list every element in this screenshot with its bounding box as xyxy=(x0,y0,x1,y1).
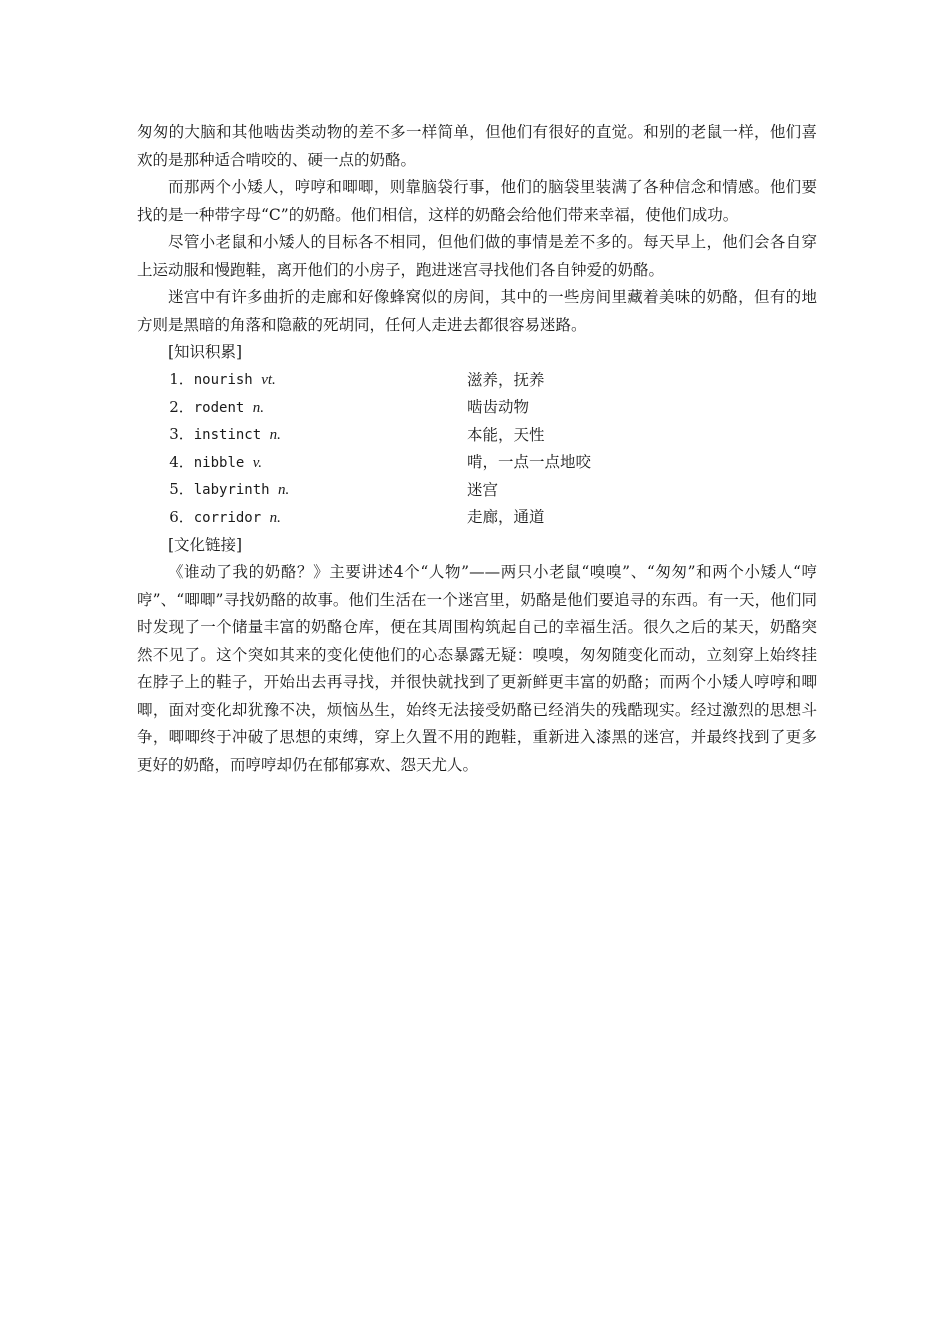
vocab-pos: n. xyxy=(269,509,281,526)
vocab-item xyxy=(137,477,817,505)
vocab-item xyxy=(137,394,817,422)
paragraph-continued: 匆匆的大脑和其他啮齿类动物的差不多一样简单，但他们有很好的直觉。和别的老鼠一样，他们喜欢的是那种适合啃咬的、硬一点的奶酪。 xyxy=(137,123,817,169)
vocab-number: 6． xyxy=(169,507,194,526)
vocab-number: 1． xyxy=(169,370,194,388)
vocab-word: labyrinth xyxy=(193,482,270,498)
vocab-meaning: 本能，天性 xyxy=(467,425,545,444)
vocab-pos: vt. xyxy=(261,372,276,388)
vocab-word: corridor xyxy=(193,509,262,526)
paragraph-culture-summary: 《谁动了我的奶酪？》主要讲述4个“人物”——两只小老鼠“嗅嗅”、“匆匆”和两个小矮人“哼哼”、“唧唧”寻找奶酪的故事。他们生活在一个迷宫里，奶酪是他们要追寻的东西。有一天，他们同时发现了一个储量丰富的奶酪仓库，便在其周围构筑起自己的幸福生活。很久之后的某天，奶酪突然不见了。这个突如其来的变化使他们的心态暴露无疑：嗅嗅，匆匆随变化而动，立刻穿上始终挂在脖子上的鞋子，开始出去再寻找，并很快就找到了更新鲜更丰富的奶酪；而两个小矮人哼哼和唧唧，面对变化却犹豫不决，烦恼丛生，始终无法接受奶酪已经消失的残酷现实。经过激烈的思想斗争，唧唧终于冲破了思想的束缚，穿上久置不用的跑鞋，重新进入漆黑的迷宫，并最终找到了更多更好的奶酪，而哼哼却仍在郁郁寡欢、怨天尤人。 xyxy=(137,563,817,774)
vocab-item xyxy=(137,422,817,450)
paragraph-daily-routine: 尽管小老鼠和小矮人的目标各不相同，但他们做的事情是差不多的。每天早上，他们会各自穿上运动服和慢跑鞋，离开他们的小房子，跑进迷宫寻找他们各自钟爱的奶酪。 xyxy=(137,233,817,279)
vocab-word: nibble xyxy=(193,454,245,471)
vocab-meaning: 走廊，通道 xyxy=(467,508,545,526)
paragraph-dwarfs: 而那两个小矮人，哼哼和唧唧，则靠脑袋行事，他们的脑袋里装满了各种信念和情感。他们要找的是一种带字母“C”的奶酪。他们相信，这样的奶酪会给他们带来幸福，使他们成功。 xyxy=(137,178,817,224)
vocab-list xyxy=(137,367,817,532)
vocab-item xyxy=(137,367,817,395)
vocab-pos: n. xyxy=(269,427,281,443)
vocab-term xyxy=(137,366,467,395)
vocab-item xyxy=(137,504,817,532)
vocab-meaning: 迷宫 xyxy=(467,480,499,499)
vocab-term xyxy=(137,421,467,450)
culture-section-label: [文化链接] xyxy=(168,535,243,554)
vocab-pos: n. xyxy=(278,482,290,498)
vocab-number: 3． xyxy=(169,425,194,443)
vocab-term xyxy=(137,476,467,505)
vocab-word: rodent xyxy=(193,399,245,416)
knowledge-section-label: [知识积累] xyxy=(168,343,243,361)
paragraph-maze: 迷宫中有许多曲折的走廊和好像蜂窝似的房间，其中的一些房间里藏着美味的奶酪，但有的地方则是黑暗的角落和隐蔽的死胡同，任何人走进去都很容易迷路。 xyxy=(137,288,817,334)
vocab-number: 5． xyxy=(169,480,194,498)
vocab-item xyxy=(137,449,817,477)
vocab-term xyxy=(137,504,467,533)
vocab-term xyxy=(137,449,467,478)
vocab-number: 4． xyxy=(169,452,194,471)
vocab-word: nourish xyxy=(193,372,253,388)
vocab-pos: v. xyxy=(252,454,263,471)
vocab-pos: n. xyxy=(252,399,264,416)
vocab-meaning: 啃，一点一点地咬 xyxy=(467,453,592,471)
vocab-term xyxy=(137,394,467,423)
document-page xyxy=(137,119,817,779)
vocab-meaning: 滋养，抚养 xyxy=(467,370,545,389)
vocab-meaning: 啮齿动物 xyxy=(467,398,530,416)
vocab-number: 2． xyxy=(169,397,194,416)
vocab-word: instinct xyxy=(193,427,262,443)
